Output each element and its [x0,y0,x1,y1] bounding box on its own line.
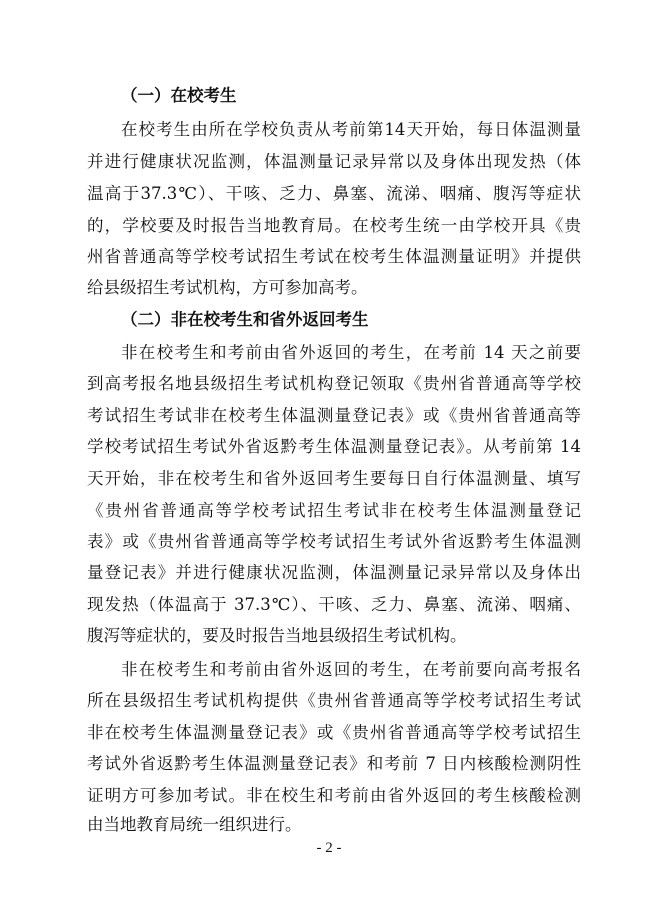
paragraph-line: 证明方可参加考试。非在校生和考前由省外返回的考生核酸检测 [87,786,581,805]
paragraph-line: 量登记表》并进行健康状况监测，体温测量记录异常以及身体出 [87,563,581,582]
paragraph-line: 考试招生考试非在校考生体温测量登记表》或《贵州省普通高等 [87,406,581,425]
paragraph-line: 现发热（体温高于 37.3℃）、干咳、乏力、鼻塞、流涕、咽痛、 [87,595,581,614]
paragraph-line: 在校考生由所在学校负责从考前第14天开始，每日体温测量 [121,120,581,139]
paragraph-line: 学校考试招生考试外省返黔考生体温测量登记表》。从考前第 14 [87,437,581,456]
paragraph-line: 《贵州省普通高等学校考试招生考试非在校考生体温测量登记 [87,501,581,520]
paragraph-line: 非在校考生和考前由省外返回的考生，在考前要向高考报名 [121,660,581,679]
paragraph-line: 腹泻等症状的，要及时报告当地县级招生考试机构。 [87,626,467,645]
paragraph-line: 并进行健康状况监测，体温测量记录异常以及身体出现发热（体 [87,152,581,171]
paragraph-line: 的，学校要及时报告当地教育局。在校考生统一由学校开具《贵 [87,216,581,235]
section-heading-non-school: （二）非在校考生和省外返回考生 [121,310,369,329]
paragraph-line: 由当地教育局统一组织进行。 [87,815,302,834]
paragraph-line: 非在校考生体温测量登记表》或《贵州省普通高等学校考试招生 [87,723,581,742]
paragraph-line: 所在县级招生考试机构提供《贵州省普通高等学校考试招生考试 [87,691,581,710]
paragraph-line: 考试外省返黔考生体温测量登记表》和考前 7 日内核酸检测阴性 [87,754,581,773]
paragraph-line: 州省普通高等学校考试招生考试在校考生体温测量证明》并提供 [87,247,581,266]
paragraph-line: 非在校考生和考前由省外返回的考生，在考前 14 天之前要 [121,343,581,362]
paragraph-line: 表》或《贵州省普通高等学校考试招生考试外省返黔考生体温测 [87,532,581,551]
paragraph-line: 天开始，非在校考生和省外返回考生要每日自行体温测量、填写 [87,469,581,488]
paragraph-line: 到高考报名地县级招生考试机构登记领取《贵州省普通高等学校 [87,374,581,393]
paragraph-line: 给县级招生考试机构，方可参加高考。 [87,278,368,297]
section-heading-in-school: （一）在校考生 [121,86,237,105]
paragraph-line: 温高于37.3℃）、干咳、乏力、鼻塞、流涕、咽痛、腹泻等症状 [87,184,581,203]
page-number: - 2 - [316,840,342,856]
